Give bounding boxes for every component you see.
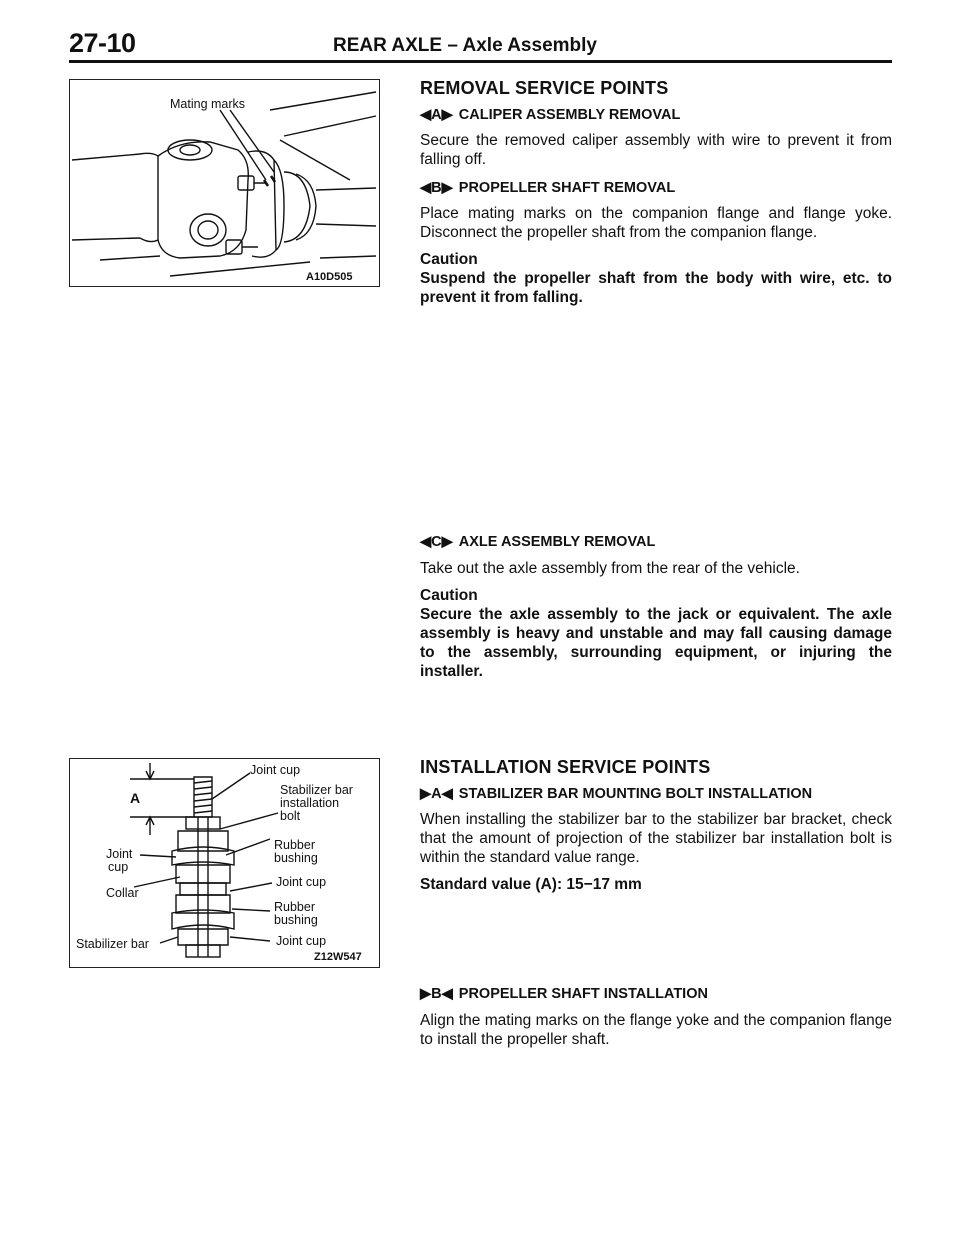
label-dimension-a: A <box>130 790 141 806</box>
installation-a-standard-value: Standard value (A): 15−17 mm <box>420 876 642 893</box>
label-joint-1: Joint <box>106 847 133 861</box>
page-number: 27-10 <box>69 28 136 58</box>
label-rubber-bushing-1b: bushing <box>274 851 318 865</box>
removal-section <box>420 79 892 307</box>
header-rule <box>69 60 892 63</box>
removal-a-heading <box>420 106 892 125</box>
label-rubber-bushing-2a: Rubber <box>274 900 315 914</box>
removal-b-caution-label: Caution <box>420 251 478 268</box>
removal-heading: REMOVAL SERVICE POINTS <box>420 78 669 98</box>
label-joint-2: cup <box>108 860 129 874</box>
label-stabilizer-bolt-2: installation <box>280 796 340 810</box>
propeller-shaft-drawing <box>70 80 379 286</box>
installation-a-marker: ▶A◀ <box>420 786 453 802</box>
installation-heading: INSTALLATION SERVICE POINTS <box>420 757 711 777</box>
installation-b-title: PROPELLER SHAFT INSTALLATION <box>458 986 708 1002</box>
removal-c-marker: ◀C▶ <box>420 534 453 550</box>
figure-code: A10D505 <box>306 271 353 283</box>
label-stabilizer-bar: Stabilizer bar <box>76 937 149 951</box>
removal-b-heading <box>420 179 892 198</box>
removal-b-marker: ◀B▶ <box>420 180 453 196</box>
installation-section <box>420 758 892 894</box>
removal-c-section <box>420 533 892 681</box>
installation-b-heading <box>420 985 892 1004</box>
label-rubber-bushing-1a: Rubber <box>274 838 315 852</box>
label-joint-cup-top: Joint cup <box>250 763 301 777</box>
removal-c-caution-label: Caution <box>420 587 478 604</box>
installation-a-text: When installing the stabilizer bar to the stabilizer bar bracket, check that the amount of projection of the stabilizer bar installation bolt is within the standard value range. <box>420 811 892 866</box>
removal-c-title: AXLE ASSEMBLY REMOVAL <box>458 534 656 550</box>
installation-a-title: STABILIZER BAR MOUNTING BOLT INSTALLATION <box>458 786 813 802</box>
label-stabilizer-bolt-1: Stabilizer bar <box>280 783 353 797</box>
stabilizer-bolt-drawing <box>70 759 379 967</box>
installation-b-marker: ▶B◀ <box>420 986 453 1002</box>
installation-b-section <box>420 985 892 1049</box>
removal-b-text: Place mating marks on the companion flange and flange yoke. Disconnect the propeller shaft from the companion flange. <box>420 205 892 241</box>
label-mating-marks: Mating marks <box>170 97 246 111</box>
removal-b-caution-text: Suspend the propeller shaft from the body with wire, etc. to prevent it from falling. <box>420 270 892 306</box>
removal-a-title: CALIPER ASSEMBLY REMOVAL <box>458 107 681 123</box>
removal-c-heading <box>420 533 892 552</box>
label-joint-cup-mid: Joint cup <box>276 875 327 889</box>
installation-a-heading <box>420 785 892 804</box>
removal-a-text: Secure the removed caliper assembly with wire to prevent it from falling off. <box>420 132 892 168</box>
figure-propeller-shaft <box>69 79 380 287</box>
figure-stabilizer-bolt <box>69 758 380 968</box>
label-collar: Collar <box>106 886 139 900</box>
removal-b-title: PROPELLER SHAFT REMOVAL <box>458 180 676 196</box>
installation-b-text: Align the mating marks on the flange yoke and the companion flange to install the propeller shaft. <box>420 1012 892 1048</box>
label-stabilizer-bolt-3: bolt <box>280 809 301 823</box>
removal-a-marker: ◀A▶ <box>420 107 453 123</box>
label-rubber-bushing-2b: bushing <box>274 913 318 927</box>
removal-c-text: Take out the axle assembly from the rear of the vehicle. <box>420 560 800 577</box>
page-title: REAR AXLE – Axle Assembly <box>333 35 597 56</box>
figure-code: Z12W547 <box>314 951 362 963</box>
removal-c-caution-text: Secure the axle assembly to the jack or equivalent. The axle assembly is heavy and unstable and may fall causing damage to the assembly, surrounding equipment, or injuring the installer. <box>420 606 892 680</box>
label-joint-cup-bottom: Joint cup <box>276 934 327 948</box>
